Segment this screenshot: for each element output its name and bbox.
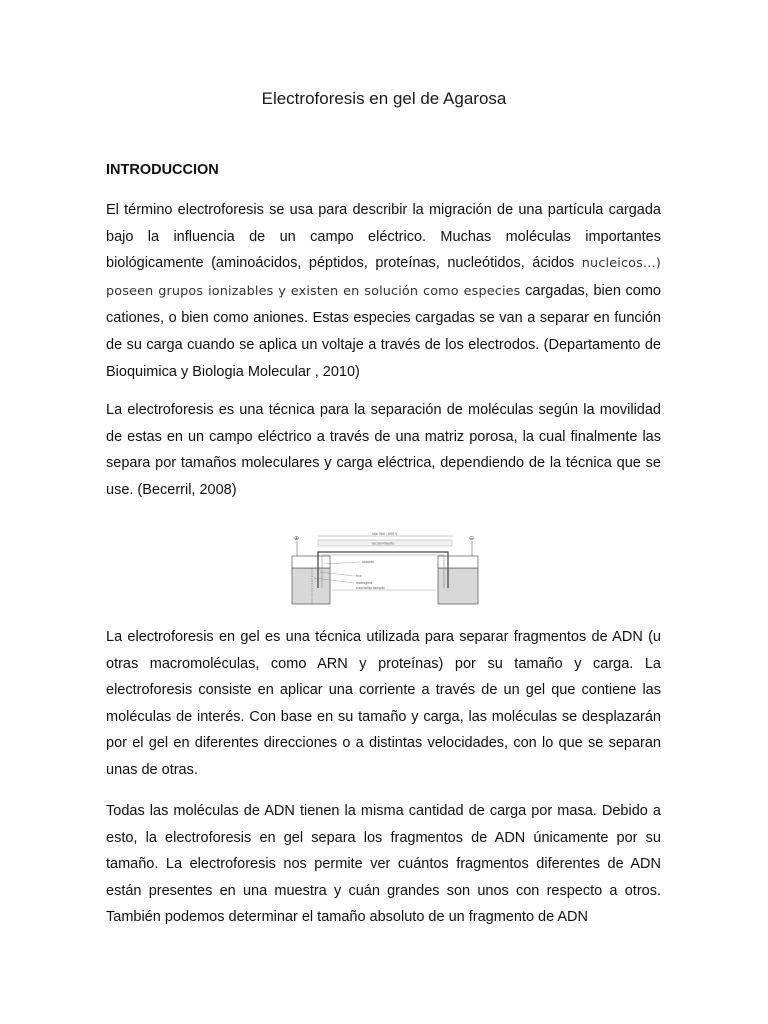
electrophoresis-apparatus-figure	[288, 528, 484, 610]
paragraph-definition: La electroforesis es una técnica para la separación de moléculas según la movilidad de estas en un campo eléctrico a través de una matriz porosa, la cual finalmente las separa por tamaños moleculares y carga eléctrica, dependiendo de la técnica que se use. (Becerril, 2008)	[106, 402, 661, 498]
strip-label: tira	[356, 574, 362, 578]
paragraph-introduction	[106, 197, 661, 385]
paragraph-dna-charge: Todas las moléculas de ADN tienen la misma cantidad de carga por masa. Debido a esto, la electroforesis en gel separa los fragmentos de ADN únicamente por su tamaño. La electroforesis nos permite ver cuántos fragmentos diferentes de ADN están presentes en una muestra y cuán grandes son unos con respecto a otros. También podemos determinar el tamaño absoluto de un fragmento de ADN	[106, 803, 661, 926]
paragraph-introduction-part-a: El término electroforesis se usa para describir la migración de una partícula cargada bajo la influencia de un campo eléctrico. Muchas moléculas importantes biológicamente (aminoácidos, péptidos, proteínas, nucleótidos, ácidos	[106, 202, 661, 272]
positive-electrode-symbol: ⊕	[294, 535, 300, 542]
diaphragm-label: diafragma	[356, 581, 373, 585]
buffer-label: electrolito tampón	[356, 586, 386, 590]
paragraph-introduction-part-c: cargadas, bien como cationes, o bien como aniones. Estas especies cargadas se van a separar en función de su carga cuando se aplica un voltaje a través de los electrodos. (Departamento de Bioquimica y Biologia Molecular , 2010)	[106, 282, 661, 380]
section-heading: INTRODUCCION	[106, 162, 219, 178]
cover-label: recubrimiento	[372, 541, 395, 546]
paragraph-gel-electrophoresis: La electroforesis en gel es una técnica utilizada para separar fragmentos de ADN (u otras macromoléculas, como ARN y proteínas) por su tamaño y carga. La electroforesis consiste en aplicar una corriente a través de un gel que contiene las moléculas de interés. Con base en su tamaño y carga, las moléculas se desplazarán por el gel en diferentes direcciones o a distintas velocidades, con lo que se separan unas de otras.	[106, 629, 661, 778]
negative-electrode-symbol: ⊖	[469, 535, 475, 542]
left-tank-top	[292, 556, 330, 568]
left-buffer-tank	[292, 568, 330, 604]
strip-bridge	[318, 552, 448, 588]
document-title: Electroforesis en gel de Agarosa	[261, 89, 507, 108]
electrophoresis-apparatus-diagram	[288, 528, 484, 610]
voltage-label: stia 380 - 800 V	[372, 532, 398, 536]
support-bridge	[322, 555, 444, 588]
support-label: soporte	[362, 560, 375, 564]
paragraph-introduction-part-b: nucleicos…) poseen grupos ionizables y existen en solución como especies	[106, 256, 662, 299]
